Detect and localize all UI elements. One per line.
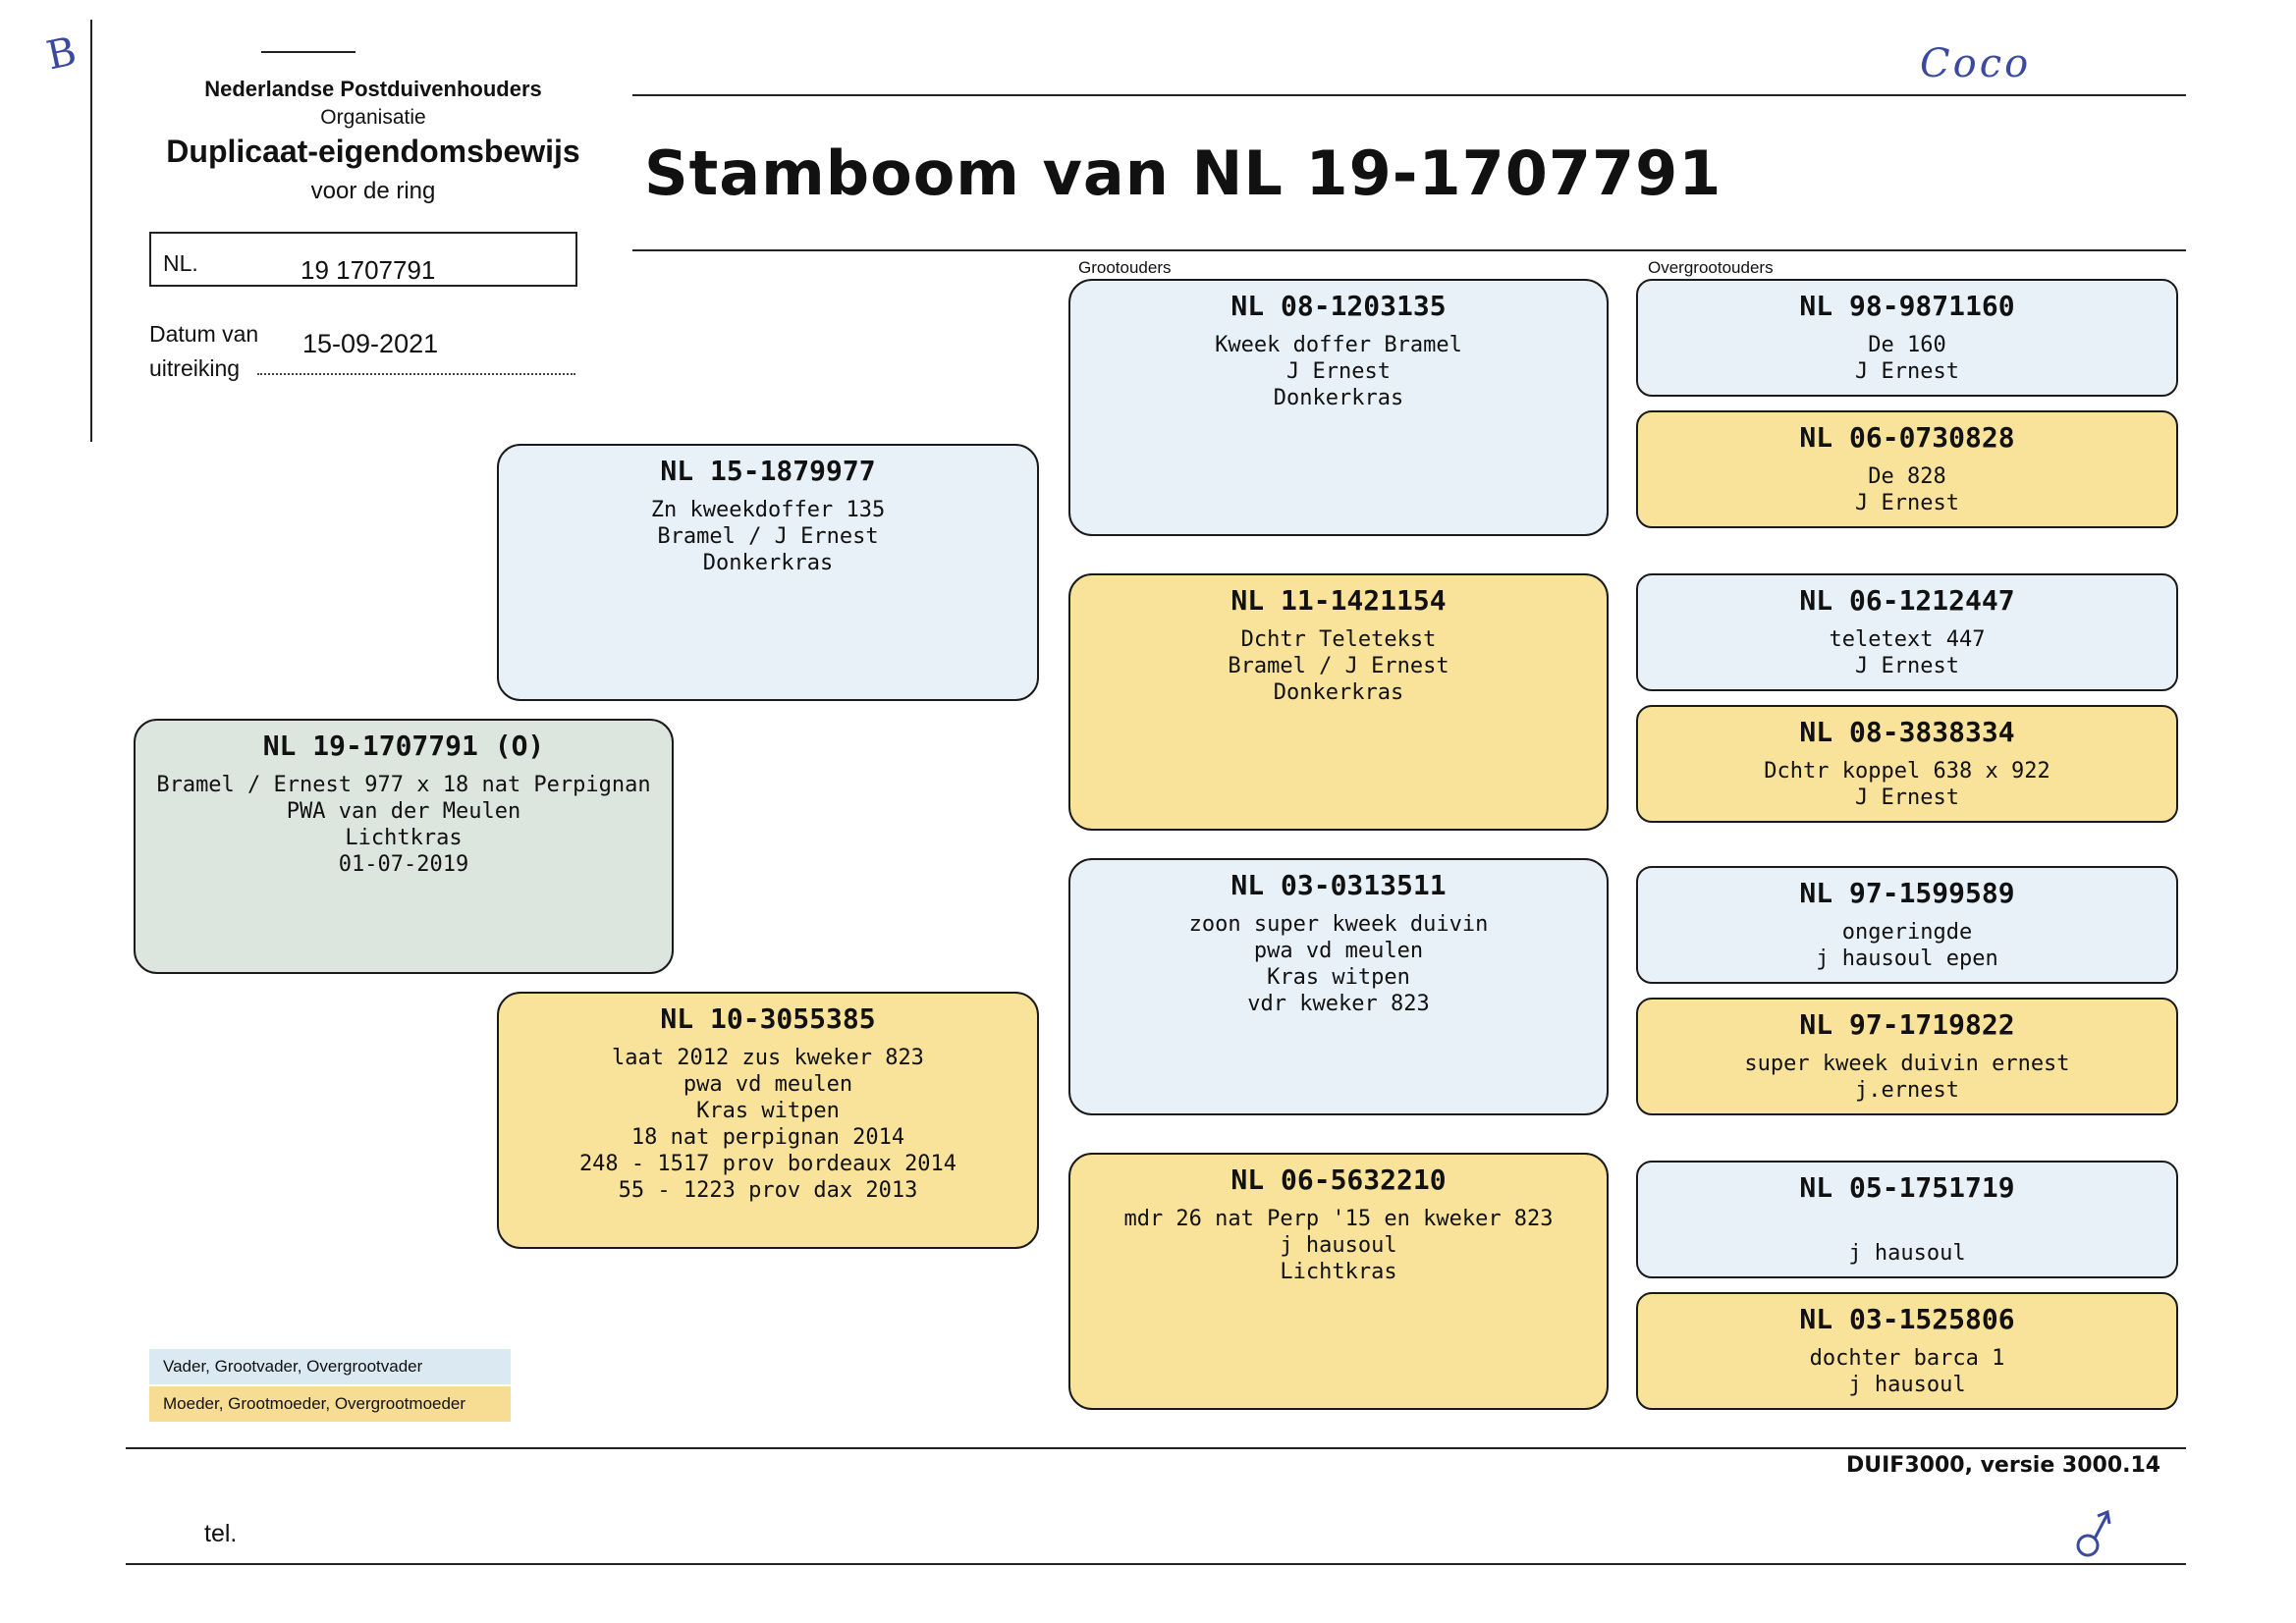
card-line: Kweek doffer Bramel [1215,333,1462,357]
pedigree-card-great-grandparent-6 [1636,998,2178,1115]
pedigree-card-great-grandparent-2 [1636,410,2178,528]
software-version: DUIF3000, versie 3000.14 [1846,1453,2161,1478]
pedigree-card-great-grandparent-3 [1636,573,2178,691]
card-line: Bramel / J Ernest [657,524,879,549]
certificate-date-label-2: uitreiking [149,355,241,381]
card-line: pwa vd meulen [1253,939,1424,963]
card-line: Lichtkras [345,826,463,850]
card-line: J Ernest [1855,491,1959,515]
pedigree-card-great-grandparent-8 [1636,1292,2178,1410]
card-line: Lichtkras [1280,1260,1397,1284]
ring-number: NL 97-1719822 [1799,1008,2015,1041]
pedigree-card-sire [497,444,1039,701]
card-line: De 828 [1868,464,1946,489]
card-line: zoon super kweek duivin [1188,912,1489,937]
certificate-ring-label: NL. [163,250,198,276]
card-line: PWA van der Meulen [286,799,521,824]
certificate-ring-value: 19 1707791 [301,255,436,285]
certificate-org-type: Organisatie [320,106,426,129]
card-line: pwa vd meulen [683,1072,853,1097]
pedigree-card-great-grandparent-7 [1636,1161,2178,1278]
card-line: j hausoul [1280,1233,1397,1258]
card-line: Bramel / J Ernest [1228,654,1449,678]
card-line: J Ernest [1286,359,1391,384]
male-symbol-icon [2074,1504,2113,1561]
column-header-grandparents: Grootouders [1078,258,1172,277]
pedigree-card-grandsire-maternal [1068,858,1609,1115]
ring-number: NL 06-1212447 [1799,584,2015,617]
card-line: Zn kweekdoffer 135 [650,498,886,522]
certificate-date-dotted-line [257,373,575,375]
certificate-org-name: Nederlandse Postduivenhouders [204,77,542,101]
ring-number: NL 15-1879977 [660,455,876,487]
card-line: Donkerkras [1273,386,1404,410]
card-line: j.ernest [1855,1078,1959,1103]
card-line: Donkerkras [702,551,834,575]
ring-number: NL 11-1421154 [1230,584,1447,617]
card-line: Dchtr Teletekst [1240,627,1437,652]
pedigree-card-great-grandparent-1 [1636,279,2178,397]
card-line: 01-07-2019 [338,852,469,877]
card-line [1638,1214,2176,1240]
ring-number: NL 98-9871160 [1799,290,2015,322]
certificate-title: Duplicaat-eigendomsbewijs [166,134,580,169]
certificate-border-line [90,20,92,442]
card-line: Bramel / Ernest 977 x 18 nat Perpignan [156,773,651,797]
card-line: vdr kweker 823 [1247,992,1430,1016]
card-line: 18 nat perpignan 2014 [630,1125,905,1150]
ring-number: NL 97-1599589 [1799,877,2015,909]
pedigree-card-granddam-paternal [1068,573,1609,831]
legend-female: Moeder, Grootmoeder, Overgrootmoeder [149,1386,511,1422]
page-title: Stamboom van NL 19-1707791 [644,137,1722,209]
certificate-date-value: 15-09-2021 [302,329,439,358]
card-line: De 160 [1868,333,1946,357]
certificate-date-label-1: Datum van [149,321,259,347]
card-line: 55 - 1223 prov dax 2013 [618,1178,918,1203]
handwritten-mark-b: B [42,28,81,80]
pedigree-card-dam [497,992,1039,1249]
card-line: dochter barca 1 [1809,1346,2005,1371]
pedigree-card-great-grandparent-5 [1636,866,2178,984]
card-line: J Ernest [1855,785,1959,810]
card-line: mdr 26 nat Perp '15 en kweker 823 [1123,1207,1554,1231]
ring-number: NL 08-1203135 [1230,290,1447,322]
ring-number: NL 05-1751719 [1799,1171,2015,1204]
ring-number: NL 03-1525806 [1799,1303,2015,1335]
title-top-rule [632,94,2186,96]
footer-bottom-rule [126,1563,2186,1565]
card-line: j hausoul [1848,1373,1966,1397]
ring-number: NL 08-3838334 [1799,716,2015,748]
ring-number: NL 19-1707791 (O) [262,730,545,762]
card-line: j hausoul [1848,1241,1966,1266]
certificate-top-dash [261,51,355,53]
tel-label: tel. [204,1520,238,1547]
card-line: ongeringde [1841,920,1973,945]
card-line: j hausoul epen [1816,947,1998,971]
footer-top-rule [126,1447,2186,1449]
pedigree-card-great-grandparent-4 [1636,705,2178,823]
card-line: super kweek duivin ernest [1744,1052,2070,1076]
card-line: J Ernest [1855,654,1959,678]
card-line: Dchtr koppel 638 x 922 [1764,759,2050,784]
ring-number: NL 06-0730828 [1799,421,2015,454]
ring-number: NL 03-0313511 [1230,869,1447,901]
column-header-great-grandparents: Overgrootouders [1648,258,1774,277]
pedigree-card-granddam-maternal [1068,1153,1609,1410]
card-line: J Ernest [1855,359,1959,384]
legend-male: Vader, Grootvader, Overgrootvader [149,1349,511,1384]
pedigree-card-subject [134,719,674,974]
card-line: Donkerkras [1273,680,1404,705]
card-line: laat 2012 zus kweker 823 [612,1046,924,1070]
card-line: Kras witpen [696,1099,840,1123]
ring-number: NL 10-3055385 [660,1002,876,1035]
handwritten-mark-coco: Coco [1920,41,2032,86]
card-line: 248 - 1517 prov bordeaux 2014 [578,1152,957,1176]
title-bottom-rule [632,249,2186,251]
pedigree-card-grandsire-paternal [1068,279,1609,536]
card-line: Kras witpen [1267,965,1410,990]
ring-number: NL 06-5632210 [1230,1163,1447,1196]
certificate-subtitle: voor de ring [310,178,436,204]
card-line: teletext 447 [1829,627,1986,652]
